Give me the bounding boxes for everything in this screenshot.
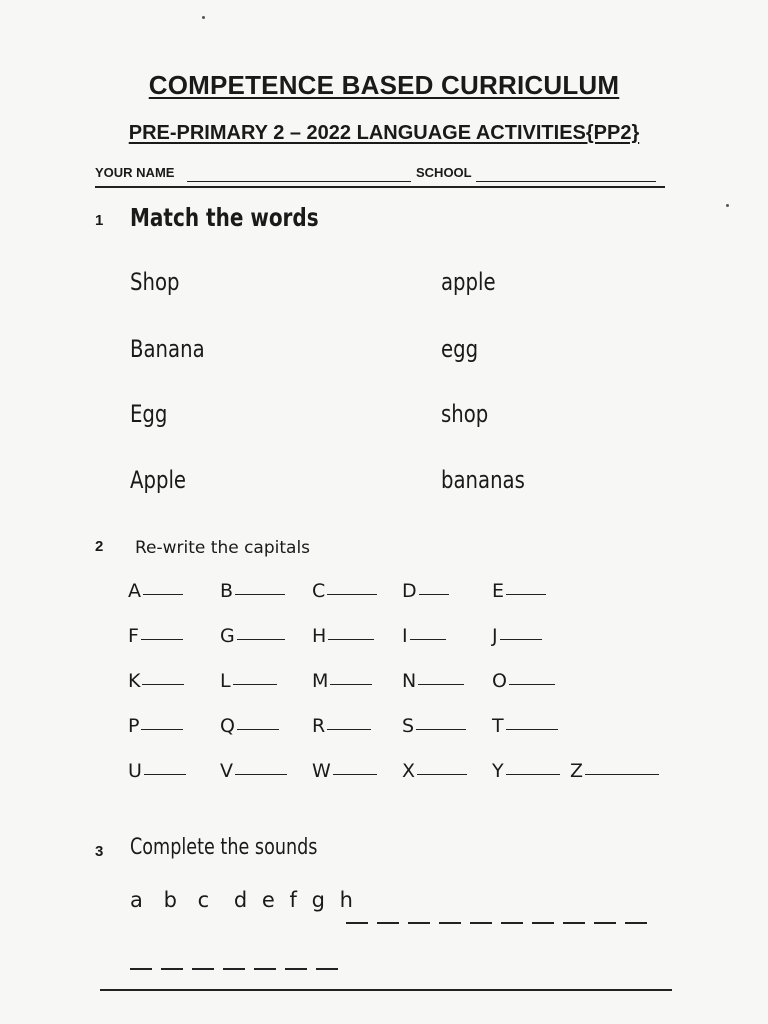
write-line[interactable] [328, 639, 374, 640]
capital-letter: H [312, 625, 327, 647]
sound-letter: h [339, 888, 353, 912]
capital-item [402, 715, 492, 739]
capital-letter: E [492, 580, 505, 602]
sound-blank[interactable] [439, 922, 461, 924]
write-line[interactable] [141, 639, 183, 640]
page-title: COMPETENCE BASED CURRICULUM [148, 70, 620, 100]
capital-letter: R [312, 715, 326, 737]
capital-item [492, 625, 570, 649]
sound-blank[interactable] [285, 968, 307, 970]
capital-letter: K [128, 670, 141, 692]
capital-item [220, 580, 312, 604]
capital-letter: Z [570, 760, 584, 782]
capital-item [492, 760, 570, 784]
write-line[interactable] [506, 729, 558, 730]
name-label: YOUR NAME [95, 165, 175, 180]
write-line[interactable] [416, 729, 466, 730]
question-2-number: 2 [95, 538, 104, 555]
sound-blank[interactable] [192, 968, 214, 970]
sound-blank[interactable] [254, 968, 276, 970]
capital-item [312, 625, 402, 649]
capitals-grid [128, 580, 670, 784]
capital-letter: J [492, 625, 498, 647]
write-line[interactable] [141, 729, 183, 730]
question-1-title: Match the words [130, 203, 319, 232]
capital-letter: X [402, 760, 416, 782]
capital-item [220, 625, 312, 649]
sound-blank[interactable] [532, 922, 554, 924]
question-1-number: 1 [95, 212, 104, 229]
name-field[interactable] [187, 181, 411, 182]
capital-letter: S [402, 715, 415, 737]
sound-blank[interactable] [316, 968, 338, 970]
capital-letter: P [128, 715, 140, 737]
capital-letter: L [220, 670, 231, 692]
capital-item [402, 580, 492, 604]
capital-letter: C [312, 580, 326, 602]
capital-item [570, 760, 670, 784]
sounds-blanks-row-2 [130, 957, 347, 975]
sound-letter: e [261, 888, 275, 912]
match-right-word: bananas [441, 466, 525, 494]
write-line[interactable] [142, 684, 184, 685]
question-3-number: 3 [95, 843, 104, 860]
capital-letter: Q [220, 715, 235, 737]
write-line[interactable] [419, 594, 449, 595]
sound-blank[interactable] [408, 922, 430, 924]
capital-item [128, 715, 220, 739]
capital-item [128, 625, 220, 649]
write-line[interactable] [509, 684, 555, 685]
sound-blank[interactable] [223, 968, 245, 970]
capital-letter: A [128, 580, 141, 602]
capital-item [492, 670, 570, 694]
capital-item [128, 760, 220, 784]
match-right-word: apple [441, 268, 496, 296]
capital-letter: G [220, 625, 235, 647]
sound-letter: b [163, 888, 177, 912]
write-line[interactable] [327, 729, 371, 730]
header-rule [95, 186, 665, 188]
sound-blank[interactable] [625, 922, 647, 924]
capital-item [402, 625, 492, 649]
write-line[interactable] [235, 594, 285, 595]
write-line[interactable] [330, 684, 372, 685]
match-left-word: Banana [130, 335, 205, 363]
question-3-title: Complete the sounds [130, 835, 318, 860]
sound-letter: d [233, 888, 248, 912]
sound-blank[interactable] [377, 922, 399, 924]
sound-blank[interactable] [161, 968, 183, 970]
write-line[interactable] [506, 774, 560, 775]
scan-speck [202, 16, 205, 19]
write-line[interactable] [418, 684, 464, 685]
capital-item [312, 580, 402, 604]
sound-blank[interactable] [501, 922, 523, 924]
capital-letter: W [312, 760, 331, 782]
capital-item [220, 715, 312, 739]
write-line[interactable] [235, 774, 287, 775]
capital-item [220, 760, 312, 784]
capital-letter: F [128, 625, 139, 647]
sounds-row [130, 888, 355, 912]
match-left-word: Apple [130, 466, 187, 494]
write-line[interactable] [500, 639, 542, 640]
write-line[interactable] [585, 774, 659, 775]
sound-blank[interactable] [346, 922, 368, 924]
scan-speck [726, 204, 729, 207]
capital-item [312, 670, 402, 694]
match-left-word: Shop [130, 268, 180, 296]
capital-item [128, 580, 220, 604]
write-line[interactable] [417, 774, 467, 775]
sound-blank[interactable] [563, 922, 585, 924]
sound-blank[interactable] [130, 968, 152, 970]
write-line[interactable] [237, 639, 285, 640]
write-line[interactable] [410, 639, 446, 640]
write-line[interactable] [144, 774, 186, 775]
capital-letter: O [492, 670, 507, 692]
capital-item [402, 760, 492, 784]
write-line[interactable] [327, 594, 377, 595]
match-right-word: egg [441, 335, 479, 363]
capital-item [492, 715, 570, 739]
sounds-blanks-row-1 [346, 911, 656, 929]
capital-letter: T [492, 715, 504, 737]
capital-letter: D [402, 580, 417, 602]
match-left-word: Egg [130, 400, 168, 428]
capital-item [312, 760, 402, 784]
write-line[interactable] [233, 684, 277, 685]
page-subtitle: PRE-PRIMARY 2 – 2022 LANGUAGE ACTIVITIES{PP2} [128, 122, 640, 144]
capital-item [220, 670, 312, 694]
capital-letter: N [402, 670, 417, 692]
capital-letter: M [312, 670, 329, 692]
sound-letter: g [311, 888, 325, 912]
capital-letter: U [128, 760, 142, 782]
match-right-word: shop [441, 400, 489, 428]
sound-blank[interactable] [470, 922, 492, 924]
capital-letter: V [220, 760, 233, 782]
capital-item [492, 580, 570, 604]
sound-letter: c [197, 888, 210, 912]
write-line[interactable] [237, 729, 279, 730]
write-line[interactable] [333, 774, 377, 775]
write-line[interactable] [506, 594, 546, 595]
question-2-title: Re-write the capitals [135, 538, 311, 558]
capital-item [312, 715, 402, 739]
sound-letter: f [289, 888, 297, 912]
school-field[interactable] [476, 181, 656, 182]
capital-item [402, 670, 492, 694]
write-line[interactable] [143, 594, 183, 595]
capital-letter: B [220, 580, 234, 602]
footer-rule [100, 989, 672, 991]
sound-letter: a [130, 888, 143, 912]
capital-letter: I [402, 625, 408, 647]
sound-blank[interactable] [594, 922, 616, 924]
school-label: SCHOOL [416, 165, 472, 180]
capital-letter: Y [492, 760, 504, 782]
capital-item [128, 670, 220, 694]
